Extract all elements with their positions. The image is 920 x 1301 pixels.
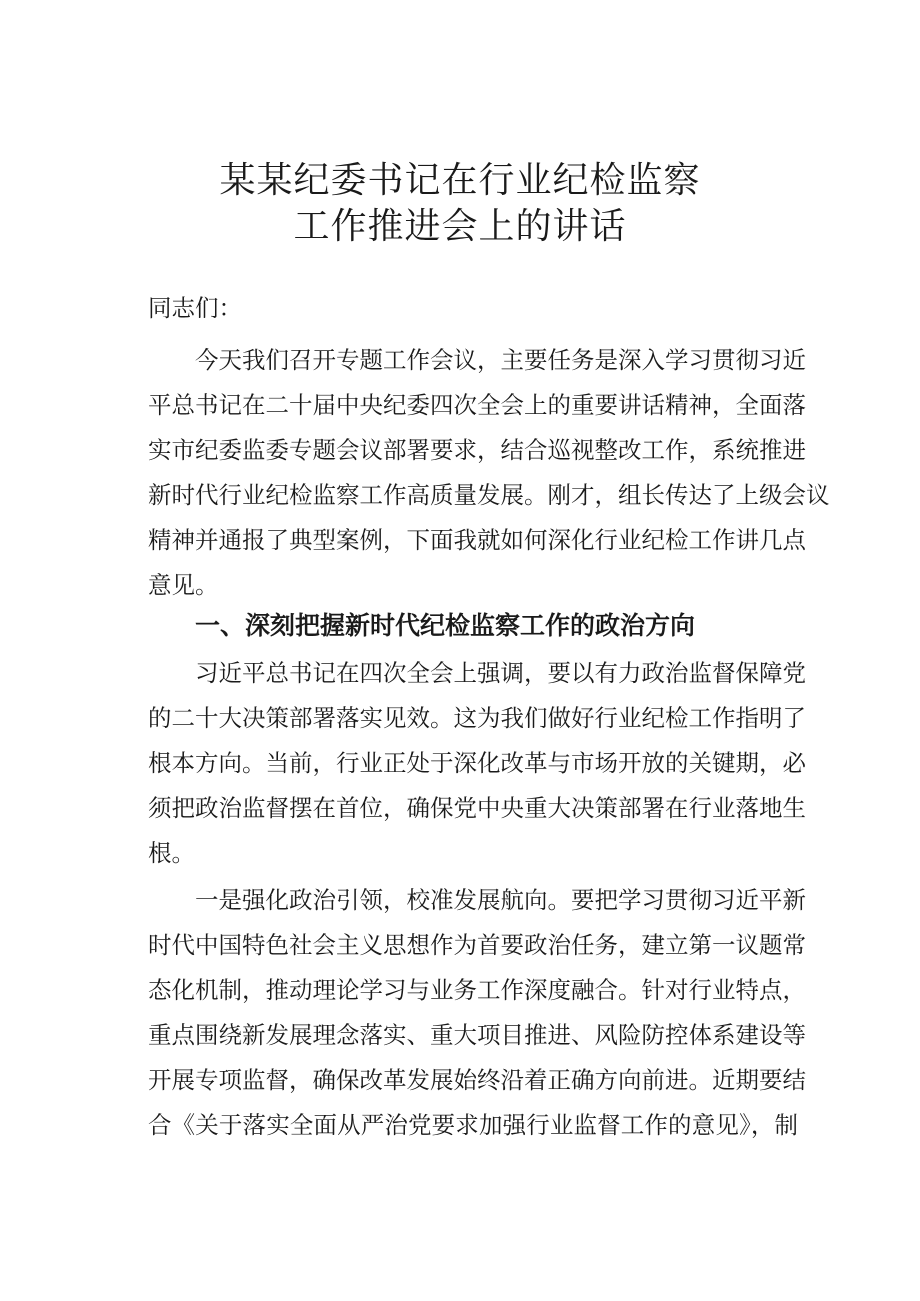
paragraph-1-line-2: 平总书记在二十届中央纪委四次全会上的重要讲话精神，全面落	[148, 391, 806, 419]
paragraph-1-line-6: 意见。	[148, 571, 219, 599]
paragraph-3-line-5: 开展专项监督，确保改革发展始终沿着正确方向前进。近期要结	[148, 1066, 806, 1094]
paragraph-3-line-3: 态化机制，推动理论学习与业务工作深度融合。针对行业特点，	[148, 976, 806, 1004]
paragraph-2-line-5: 根。	[148, 839, 195, 867]
paragraph-3-line-6: 合《关于落实全面从严治党要求加强行业监督工作的意见》，制	[148, 1111, 798, 1139]
paragraph-3-line-4: 重点围绕新发展理念落实、重大项目推进、风险防控体系建设等	[148, 1021, 806, 1049]
paragraph-1-line-3: 实市纪委监委专题会议部署要求，结合巡视整改工作，系统推进	[148, 436, 806, 464]
paragraph-2-line-1: 习近平总书记在四次全会上强调，要以有力政治监督保障党	[195, 659, 806, 687]
paragraph-2-line-2: 的二十大决策部署落实见效。这为我们做好行业纪检工作指明了	[148, 704, 806, 732]
paragraph-2-line-4: 须把政治监督摆在首位，确保党中央重大决策部署在行业落地生	[148, 794, 806, 822]
paragraph-1-line-1: 今天我们召开专题工作会议，主要任务是深入学习贯彻习近	[195, 346, 806, 374]
paragraph-3-line-1: 一是强化政治引领，校准发展航向。要把学习贯彻习近平新	[195, 886, 806, 914]
paragraph-1-line-4: 新时代行业纪检监察工作高质量发展。刚才，组长传达了上级会议	[148, 481, 830, 509]
paragraph-3-line-2: 时代中国特色社会主义思想作为首要政治任务，建立第一议题常	[148, 931, 806, 959]
document-title-line-2: 工作推进会上的讲话	[293, 206, 627, 247]
paragraph-1-line-5: 精神并通报了典型案例，下面我就如何深化行业纪检工作讲几点	[148, 526, 806, 554]
paragraph-2-line-3: 根本方向。当前，行业正处于深化改革与市场开放的关键期，必	[148, 749, 806, 777]
salutation: 同志们：	[148, 294, 242, 322]
section-heading-1: 一、深刻把握新时代纪检监察工作的政治方向	[195, 611, 696, 640]
document-title-line-1: 某某纪委书记在行业纪检监察	[219, 160, 701, 201]
